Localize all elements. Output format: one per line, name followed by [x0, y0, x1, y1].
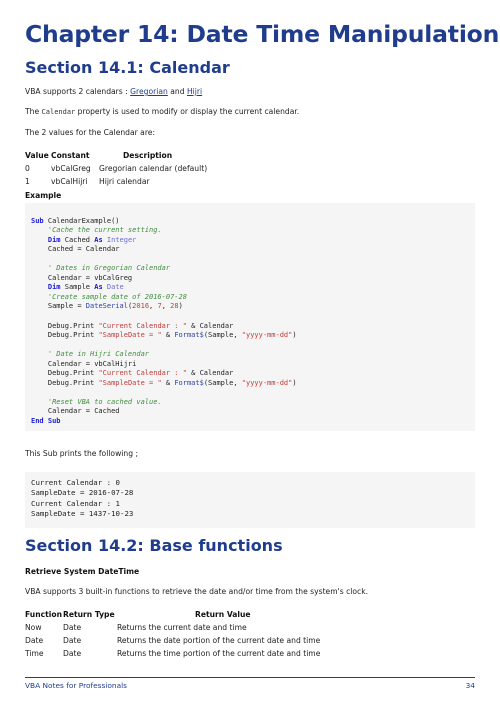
- code-line: ' Date in Hijri Calendar: [47, 350, 150, 359]
- table-cell: Time: [25, 649, 44, 658]
- footer-book-title: VBA Notes for Professionals: [25, 681, 128, 690]
- code-line: [31, 388, 469, 398]
- code-line: Sub CalendarExample(): [31, 216, 120, 225]
- gregorian-link[interactable]: Gregorian: [130, 87, 168, 96]
- property-suffix: property is used to modify or display the current calendar.: [75, 107, 300, 116]
- retrieve-datetime-heading: Retrieve System DateTime: [25, 567, 140, 576]
- table-cell: Date: [25, 636, 44, 645]
- code-line: Debug.Print "Current Calendar : " & Calendar: [31, 321, 234, 330]
- table-cell: 1: [25, 177, 30, 186]
- code-line: [31, 312, 469, 322]
- table-cell: Date: [63, 636, 82, 645]
- code-line: Calendar = vbCalHijri: [31, 359, 137, 368]
- footer-page-number: 34: [465, 681, 475, 690]
- code-line: Debug.Print "SampleDate = " & Format$(Sample, "yyyy-mm-dd"): [31, 378, 297, 387]
- code-line: Calendar = Cached: [31, 407, 120, 416]
- table-row: [25, 162, 207, 175]
- table-header-row: [25, 608, 320, 621]
- footer-divider: [25, 677, 475, 678]
- output-line: Current Calendar : 0: [31, 478, 120, 487]
- table-header-cell: Description: [123, 151, 173, 160]
- base-functions-intro: VBA supports 3 built-in functions to retrieve the date and/or time from the system's clock.: [25, 587, 369, 596]
- output-block: [25, 472, 475, 528]
- calendar-intro-and: and: [167, 87, 187, 96]
- table-cell: 0: [25, 164, 30, 173]
- table-cell: Returns the time portion of the current date and time: [117, 649, 321, 658]
- table-header-cell: Constant: [51, 151, 90, 160]
- code-line: Dim Cached As Integer: [47, 235, 137, 244]
- code-line: Debug.Print "SampleDate = " & Format$(Sample, "yyyy-mm-dd"): [31, 331, 297, 340]
- code-line: Sample = DateSerial(2016, 7, 28): [31, 302, 183, 311]
- table-header-row: [25, 149, 207, 162]
- code-block: [25, 203, 475, 431]
- output-line: SampleDate = 1437-10-23: [31, 509, 134, 519]
- table-cell: Returns the current date and time: [117, 623, 247, 632]
- calendar-intro: [25, 87, 202, 96]
- calendar-inline-code: Calendar: [41, 108, 76, 116]
- table-cell: Date: [63, 649, 82, 658]
- table-cell: Gregorian calendar (default): [99, 164, 208, 173]
- table-row: [25, 634, 320, 647]
- output-line: SampleDate = 2016-07-28: [31, 488, 134, 498]
- table-cell: vbCalGreg: [51, 164, 91, 173]
- table-cell: Now: [25, 623, 42, 632]
- code-line: 'Cache the current setting.: [47, 226, 162, 235]
- chapter-title: Chapter 14: Date Time Manipulation: [25, 20, 500, 48]
- table-header-cell: Return Type: [63, 610, 115, 619]
- section-title-base-functions: Section 14.2: Base functions: [25, 536, 283, 555]
- code-line: 'Create sample date of 2016-07-28: [47, 292, 187, 301]
- hijri-link[interactable]: Hijri: [186, 87, 203, 96]
- code-line: Cached = Calendar: [31, 245, 120, 254]
- code-line: Dim Sample As Date: [47, 283, 124, 292]
- table-header-cell: Value: [25, 151, 49, 160]
- code-line: End Sub: [31, 417, 61, 426]
- code-line: 'Reset VBA to cached value.: [47, 397, 162, 406]
- calendar-property-text: [25, 107, 299, 116]
- prints-text: This Sub prints the following ;: [25, 449, 138, 458]
- table-header-cell: Function: [25, 610, 62, 619]
- calendar-intro-prefix: VBA supports 2 calendars :: [25, 87, 131, 96]
- table-row: [25, 175, 207, 188]
- table-cell: Date: [63, 623, 82, 632]
- table-cell: vbCalHijri: [51, 177, 88, 186]
- table-header-cell: Return Value: [195, 610, 251, 619]
- base-functions-table: [25, 608, 320, 660]
- output-line: Current Calendar : 1: [31, 498, 120, 508]
- example-label: Example: [25, 191, 62, 200]
- table-row: [25, 647, 320, 660]
- code-line: ' Dates in Gregorian Calendar: [47, 264, 171, 273]
- calendar-values-table: [25, 149, 207, 188]
- calendar-values-text: The 2 values for the Calendar are:: [25, 128, 156, 137]
- section-title-calendar: Section 14.1: Calendar: [25, 58, 230, 77]
- table-row: [25, 621, 320, 634]
- property-prefix: The: [25, 107, 42, 116]
- table-cell: Hijri calendar: [99, 177, 150, 186]
- code-line: Debug.Print "Current Calendar : " & Calendar: [31, 369, 234, 378]
- table-cell: Returns the date portion of the current date and time: [117, 636, 321, 645]
- code-line: [31, 341, 469, 351]
- code-line: [31, 255, 469, 265]
- code-line: Calendar = vbCalGreg: [31, 273, 133, 282]
